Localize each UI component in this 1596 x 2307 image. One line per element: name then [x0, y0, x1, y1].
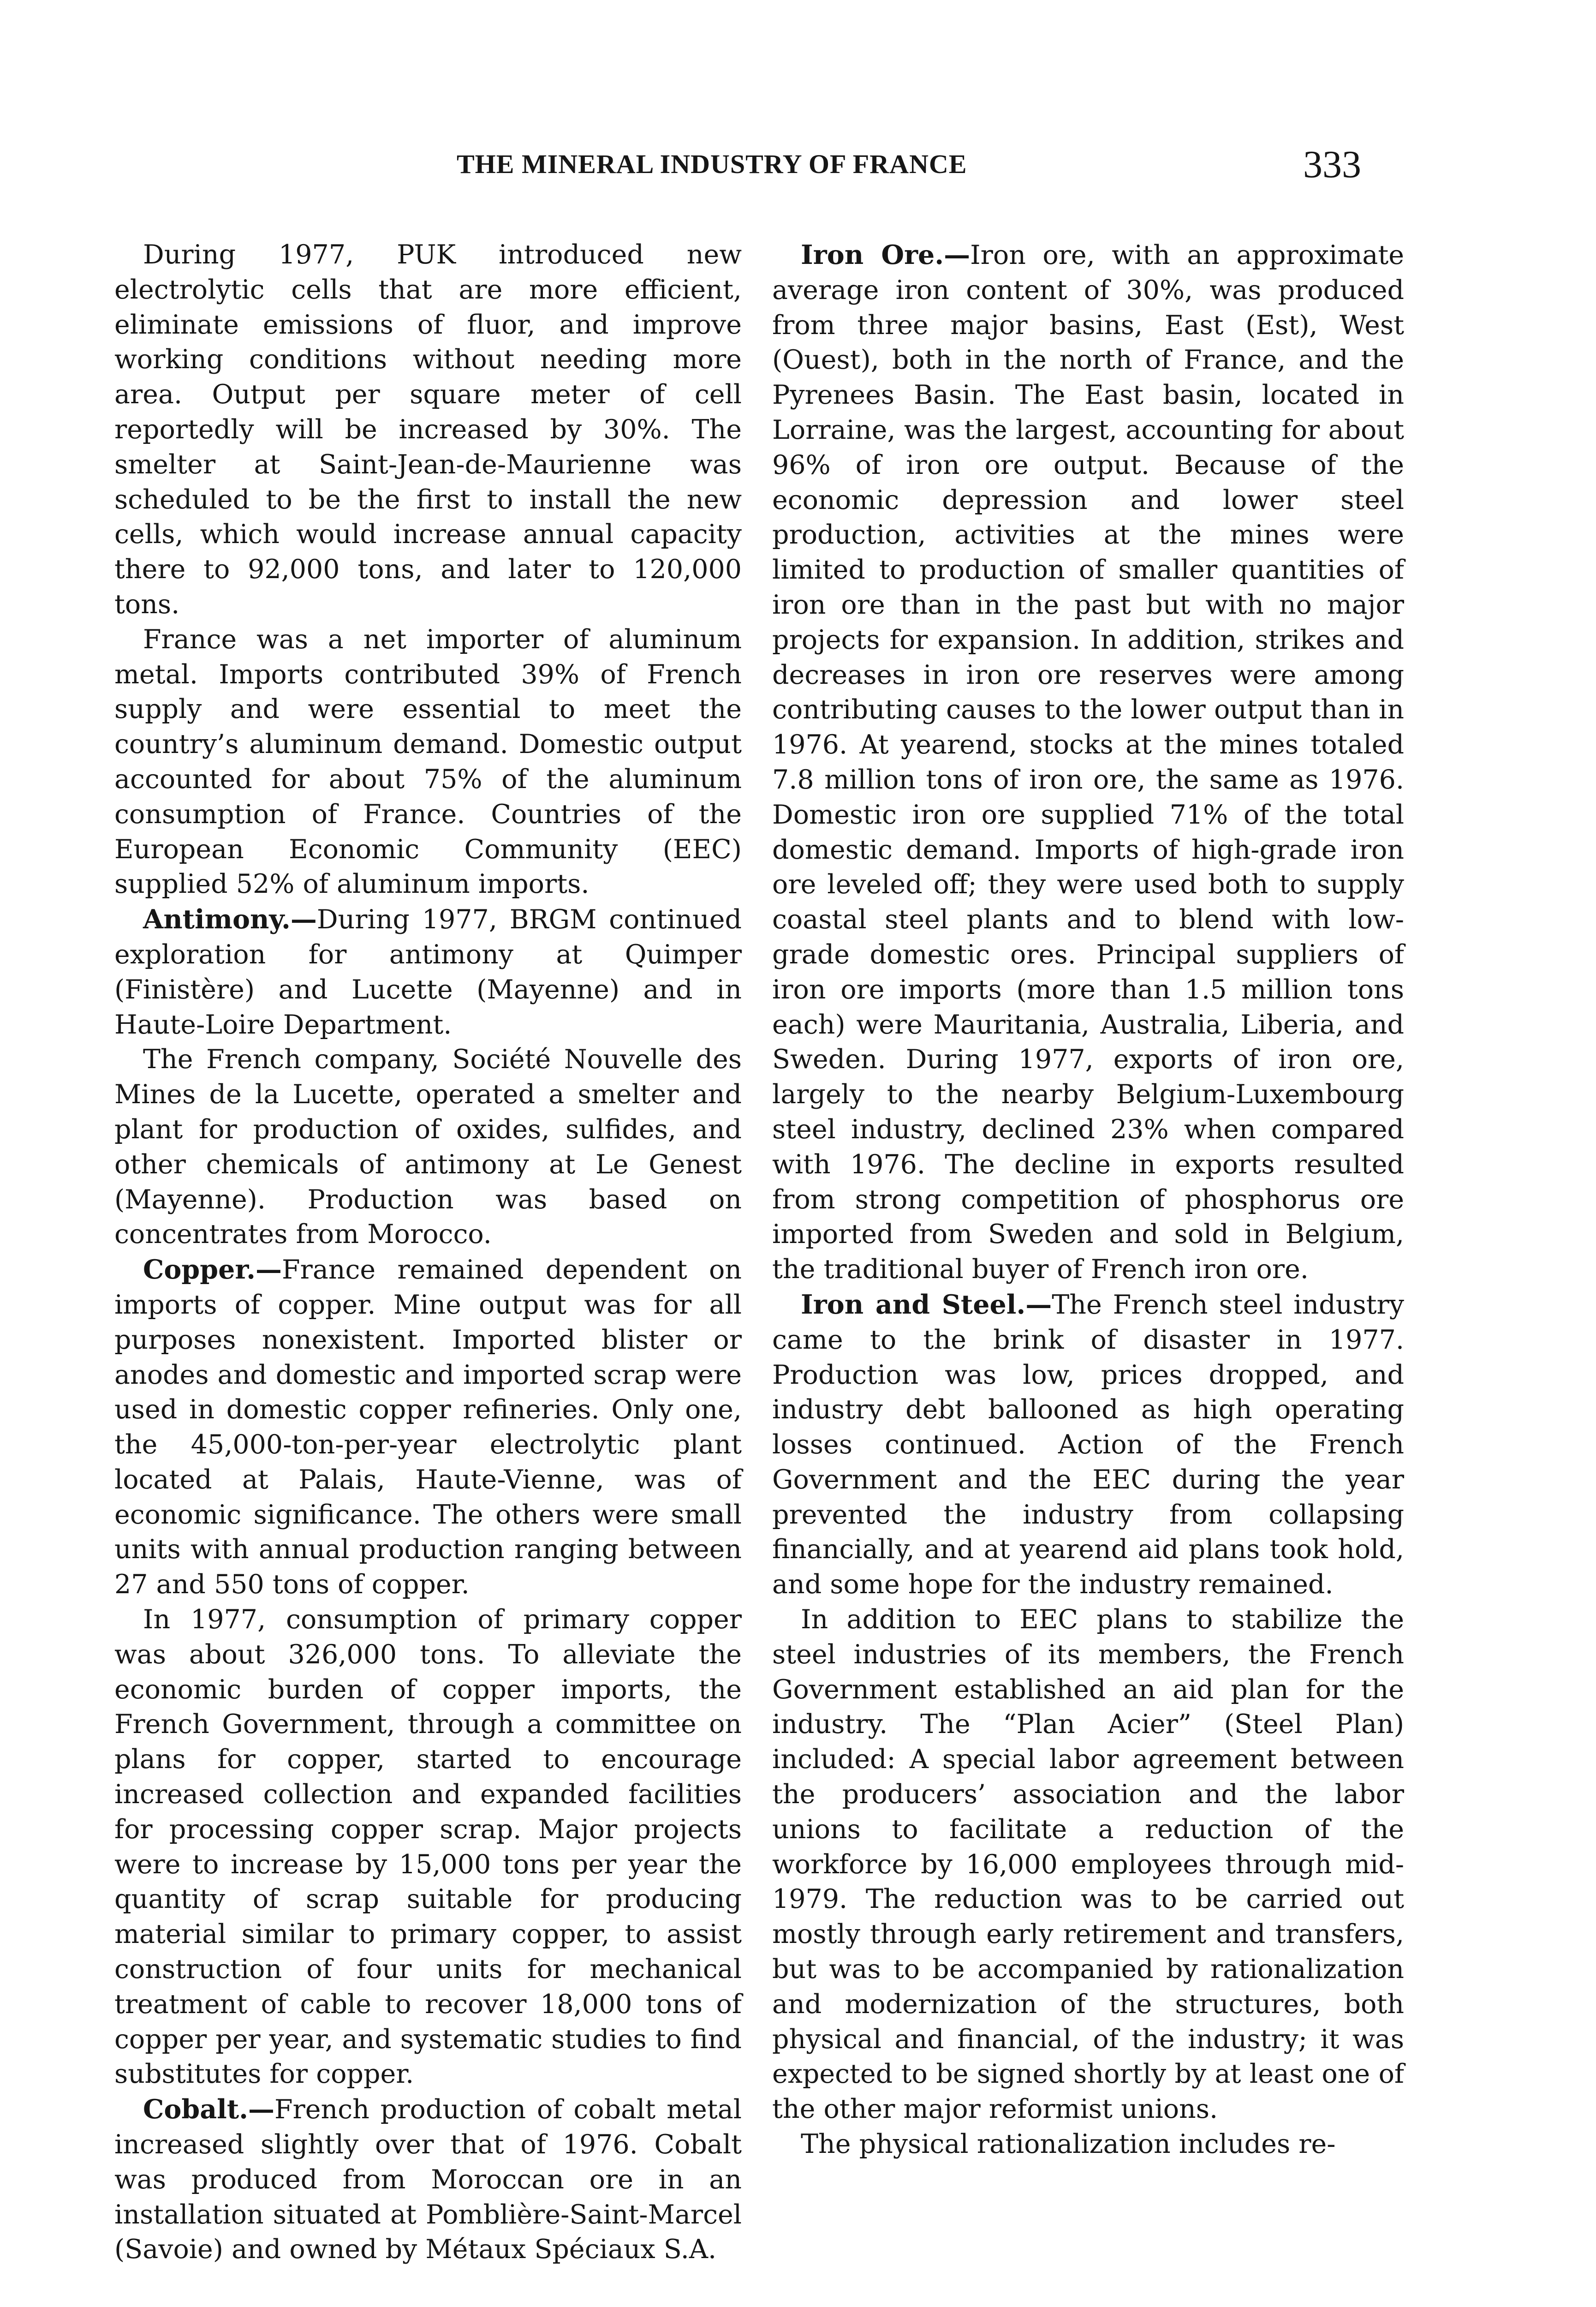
antimony-heading: Antimony.— [143, 904, 317, 935]
paragraph-plan-acier: In addition to EEC plans to stabilize the steel industries of its members, the French Government established an aid plan for the industry. The “Plan Acier” (Steel Plan) included: A special labor agreement between the producers’ association and the labor unions to facilitate a reduction of the workforce by 16,000 employees through mid-1979. The reduction was to be carried out mostly through early retirement and transfers, but was to be accompanied by rationalization and modernization of the structures, both physical and financial, of the industry; it was expected to be signed shortly by at least one of the other major reformist unions. [772, 1604, 1404, 2125]
iron-steel-text: The French steel industry came to the brink of disaster in 1977. Production was low, prices dropped, and industry debt ballooned as high operating losses continued. Action of the French Government and the EEC during the year prevented the industry from collapsing financially, and at yearend aid plans took hold, and some hope for the industry remained. [772, 1289, 1405, 1600]
paragraph-antimony [114, 902, 742, 1042]
paragraph-cobalt [114, 2092, 742, 2267]
iron-ore-heading: Iron Ore.— [801, 239, 971, 270]
page-number: 333 [1303, 143, 1361, 186]
paragraph-copper [114, 1252, 742, 1602]
running-title: THE MINERAL INDUSTRY OF FRANCE [457, 149, 967, 179]
copper-text: France remained dependent on imports of copper. Mine output was for all purposes nonexistent. Imported blister or anodes and domestic and imported scrap were used in domestic copper refineries. Only one, the 45,000-ton-per-year electrolytic plant located at Palais, Haute-Vienne, was of economic significance. The others were small units with annual production ranging between 27 and 550 tons of copper. [114, 1255, 742, 1600]
paragraph-electrolytic-cells: During 1977, PUK introduced new electrolytic cells that are more efficient, eliminate emissions of fluor, and improve working conditions without needing more area. Output per square meter of cell reportedly will be increased by 30%. The smelter at Saint-Jean-de-Maurienne was scheduled to be the first to install the new cells, which would increase annual capacity there to 92,000 tons, and later to 120,000 tons. [114, 239, 742, 620]
paragraph-iron-ore [772, 238, 1404, 1287]
paragraph-copper-consumption: In 1977, consumption of primary copper was about 326,000 tons. To alleviate the economic burden of copper imports, the French Government, through a committee on plans for copper, started to encourage increased collection and expanded facilities for processing copper scrap. Major projects were to increase by 15,000 tons per year the quantity of scrap suitable for producing material similar to primary copper, to assist construction of four units for mechanical treatment of cable to recover 18,000 tons of copper per year, and systematic studies to find substitutes for copper. [114, 1604, 742, 2090]
left-column [114, 238, 742, 2267]
antimony-text: During 1977, BRGM continued exploration for antimony at Quimper (Finistère) and Lucette (Mayenne) and in Haute-Loire Department. [114, 904, 742, 1040]
cobalt-heading: Cobalt.— [143, 2094, 274, 2125]
iron-steel-heading: Iron and Steel.— [801, 1289, 1052, 1320]
cobalt-text: French production of cobalt metal increased slightly over that of 1976. Cobalt was produced from Moroccan ore in an installation situated at Pomblière-Saint-Marcel (Savoie) and owned by Métaux Spéciaux S.A. [114, 2094, 742, 2265]
paragraph-physical-rationalization: The physical rationalization includes re- [801, 2129, 1336, 2160]
copper-heading: Copper.— [143, 1254, 282, 1285]
paragraph-aluminum-imports: France was a net importer of aluminum metal. Imports contributed 39% of French supply and were essential to meet the country’s aluminum demand. Domestic output accounted for about 75% of the aluminum consumption of France. Countries of the European Economic Community (EEC) supplied 52% of aluminum imports. [114, 624, 742, 900]
right-column [772, 238, 1404, 2162]
iron-ore-text: Iron ore, with an approximate average iron content of 30%, was produced from three major basins, East (Est), West (Ouest), both in the north of France, and the Pyrenees Basin. The East basin, located in Lorraine, was the largest, accounting for about 96% of iron ore output. Because of the economic depression and lower steel production, activities at the mines were limited to production of smaller quantities of iron ore than in the past but with no major projects for expansion. In addition, strikes and decreases in iron ore reserves were among contributing causes to the lower output than in 1976. At yearend, stocks at the mines totaled 7.8 million tons of iron ore, the same as 1976. Domestic iron ore supplied 71% of the total domestic demand. Imports of high-grade iron ore leveled off; they were used both to supply coastal steel plants and to blend with low-grade domestic ores. Principal suppliers of iron ore imports (more than 1.5 million tons each) were Mauritania, Australia, Liberia, and Sweden. During 1977, exports of iron ore, largely to the nearby Belgium-Luxembourg steel industry, declined 23% when compared with 1976. The decline in exports resulted from strong competition of phosphorus ore imported from Sweden and sold in Belgium, the traditional buyer of French iron ore. [772, 240, 1404, 1285]
paragraph-iron-steel [772, 1287, 1404, 1602]
paragraph-lucette-company: The French company, Société Nouvelle des Mines de la Lucette, operated a smelter and plant for production of oxides, sulfides, and other chemicals of antimony at Le Genest (Mayenne). Production was based on concentrates from Morocco. [114, 1044, 742, 1250]
